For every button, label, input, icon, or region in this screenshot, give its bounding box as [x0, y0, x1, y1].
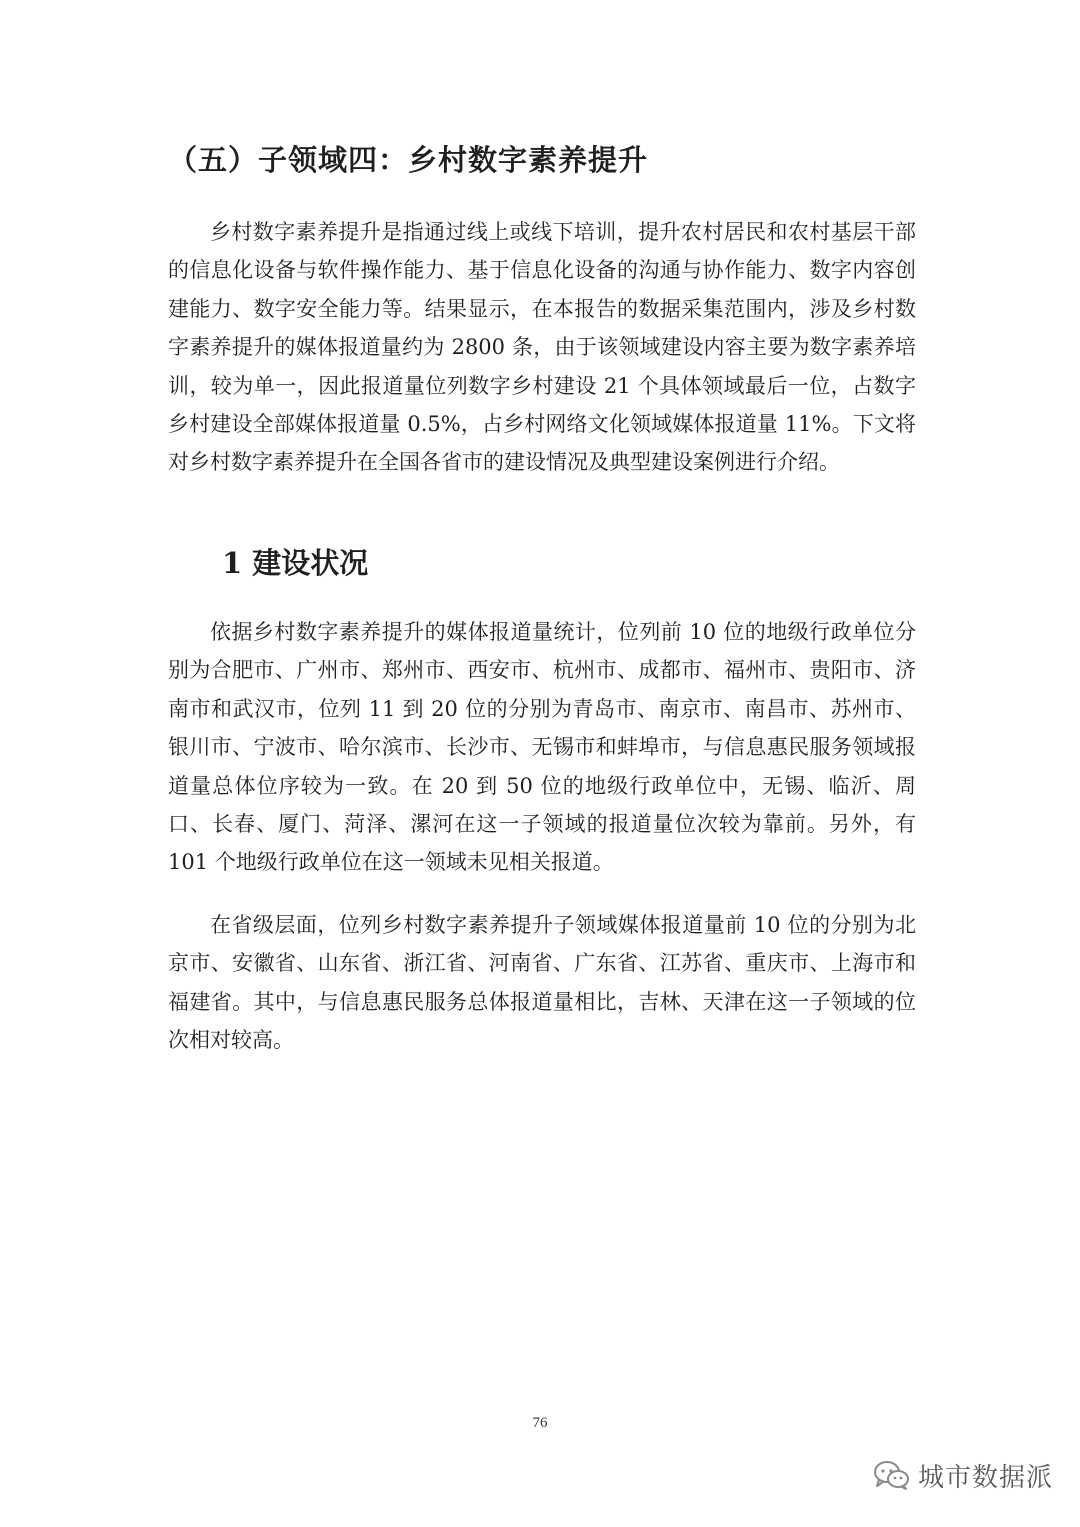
page-number: 76	[532, 1415, 548, 1431]
section-title: （五）子领域四：乡村数字素养提升	[168, 143, 649, 177]
wechat-icon	[872, 1459, 910, 1491]
paragraph-province-ranking: 在省级层面，位列乡村数字素养提升子领域媒体报道量前 10 位的分别为北京市、安徽省、山东省、浙江省、河南省、广东省、江苏省、重庆市、上海市和福建省。其中，与信息惠民服务总体报道量相比，吉林、天津在这一子领域的位次相对较高。	[168, 913, 916, 1053]
paragraph-intro: 乡村数字素养提升是指通过线上或线下培训，提升农村居民和农村基层干部的信息化设备与软件操作能力、基于信息化设备的沟通与协作能力、数字内容创建能力、数字安全能力等。结果显示，在本报告的数据采集范围内，涉及乡村数字素养提升的媒体报道量约为 2800 条，由于该领域建设内容主要为数字素养培训，较为单一，因此报道量位列数字乡村建设 21 个具体领域最后一位，占数字乡村建设全部媒体报道量 0.5%，占乡村网络文化领域媒体报道量 11%。下文将对乡村数字素养提升在全国各省市的建设情况及典型建设案例进行介绍。	[168, 220, 916, 475]
watermark	[872, 1457, 1053, 1493]
watermark-text: 城市数据派	[918, 1462, 1054, 1493]
paragraph-city-ranking: 依据乡村数字素养提升的媒体报道量统计，位列前 10 位的地级行政单位分别为合肥市、广州市、郑州市、西安市、杭州市、成都市、福州市、贵阳市、济南市和武汉市，位列 11 到 20 位的分别为青岛市、南京市、南昌市、苏州市、银川市、宁波市、哈尔滨市、长沙市、无锡市和蚌埠市，与信息惠民服务领域报道量总体位序较为一致。在 20 到 50 位的地级行政单位中，无锡、临沂、周口、长春、厦门、菏泽、漯河在这一子领域的报道量位次较为靠前。另外，有 101 个地级行政单位在这一领域未见相关报道。	[168, 620, 916, 875]
subsection-title: 1 建设状况	[222, 546, 369, 580]
